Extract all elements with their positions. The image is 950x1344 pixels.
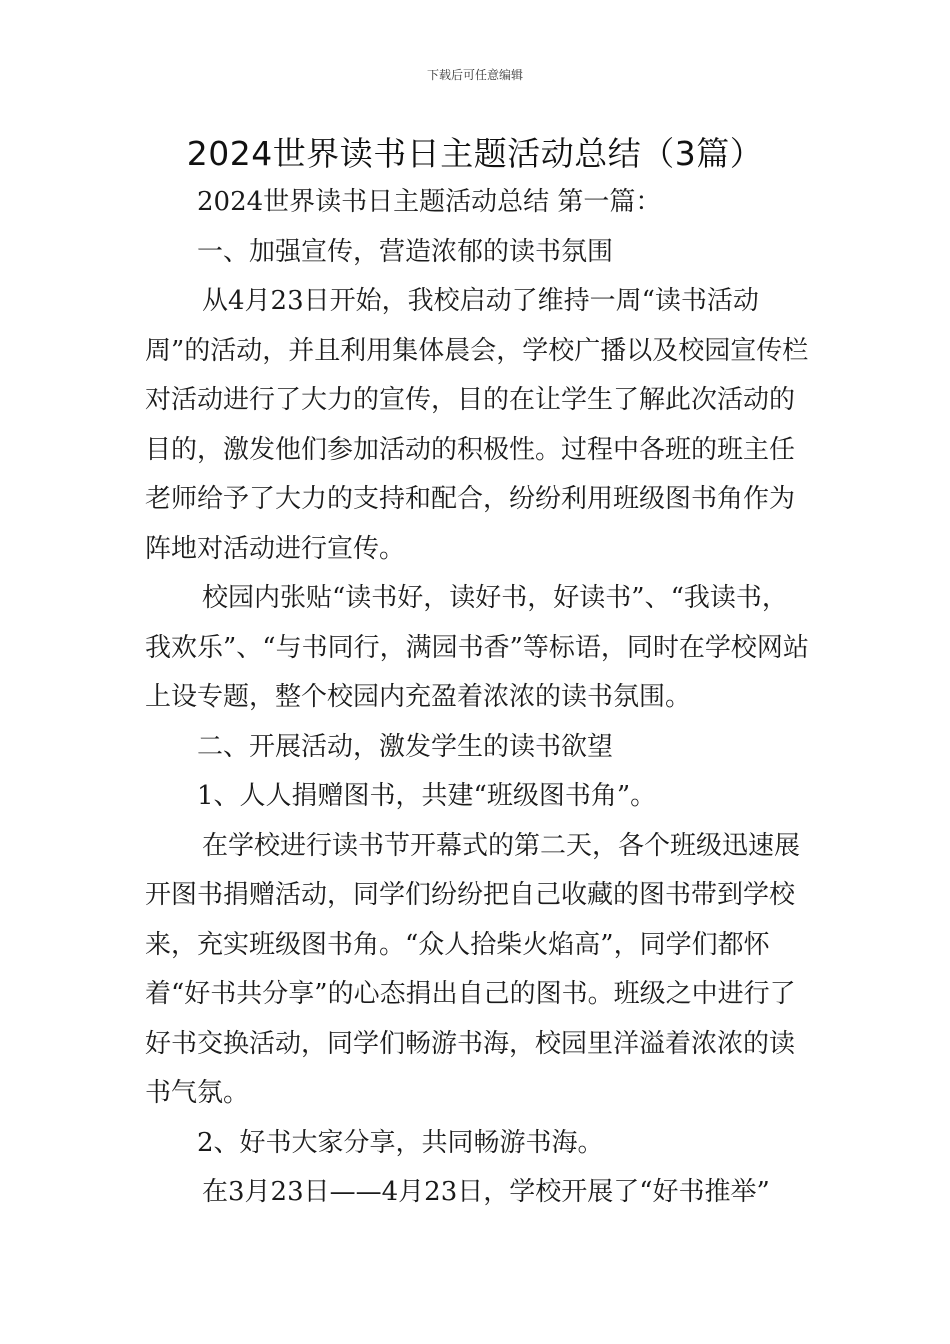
paragraph-4: 在3月23日——4月23日，学校开展了“好书推举” xyxy=(202,1177,770,1207)
section-heading-2: 二、开展活动，激发学生的读书欲望 xyxy=(197,731,614,762)
page-header: 下载后可任意编辑 xyxy=(426,68,523,82)
paragraph-1: 从4月23日开始，我校启动了维持一周“读书活动周”的活动，并且利用集体晨会，学校广播以及校园宣传栏对活动进行了大力的宣传，目的在让学生了解此次活动的目的，激发他们参加活动的积极性。过程中各班的班主任老师给予了大力的支持和配合，纷纷利用班级图书角作为阵地对活动进行宣传。 xyxy=(145,286,809,564)
article-subtitle: 2024世界读书日主题活动总结 第一篇： xyxy=(197,187,662,217)
section-heading-1: 一、加强宣传，营造浓郁的读书氛围 xyxy=(197,236,614,267)
item-heading-2: 2、好书大家分享，共同畅游书海。 xyxy=(197,1127,604,1158)
item-heading-1: 1、人人捐赠图书，共建“班级图书角”。 xyxy=(197,781,657,811)
document-body xyxy=(145,178,813,1218)
paragraph-3: 在学校进行读书节开幕式的第二天，各个班级迅速展开图书捐赠活动，同学们纷纷把自己收藏的图书带到学校来，充实班级图书角。“众人拾柴火焰高”，同学们都怀着“好书共分享”的心态捐出自己的图书。班级之中进行了好书交换活动，同学们畅游书海，校园里洋溢着浓浓的读书气氛。 xyxy=(145,830,801,1108)
paragraph-2: 校园内张贴“读书好，读好书，好读书”、“我读书，我欢乐”、“与书同行，满园书香”等标语，同时在学校网站上设专题，整个校园内充盈着浓浓的读书氛围。 xyxy=(145,583,809,712)
document-title: 2024世界读书日主题活动总结（3篇） xyxy=(186,134,764,173)
